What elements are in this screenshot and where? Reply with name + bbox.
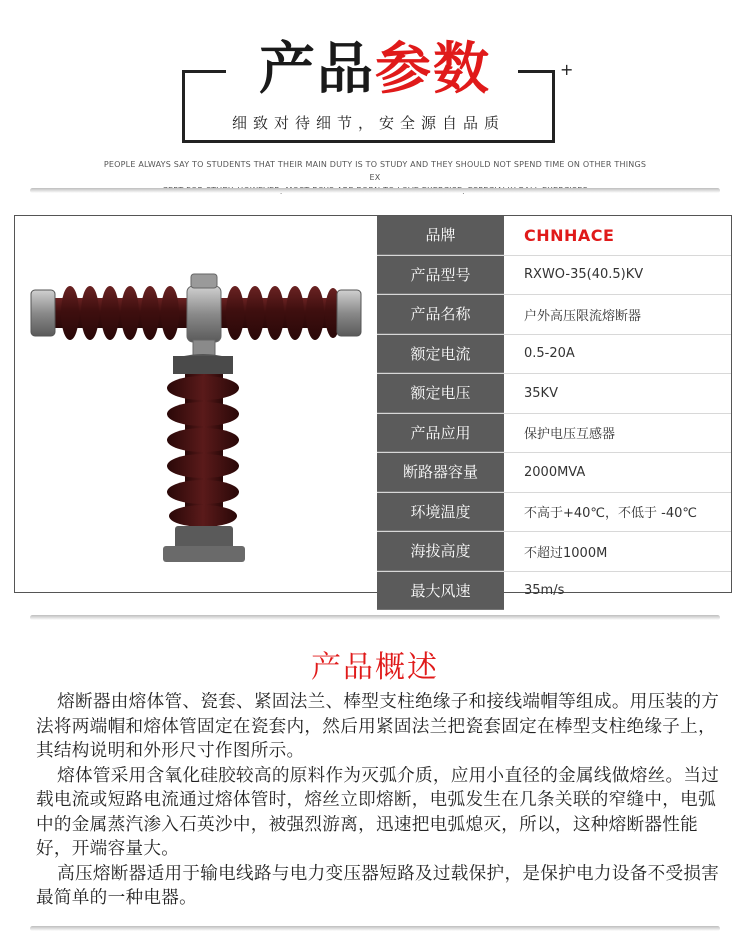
divider bbox=[30, 615, 720, 620]
spec-key: 最大风速 bbox=[377, 572, 504, 611]
spec-table bbox=[377, 216, 731, 610]
fuse-illustration bbox=[15, 216, 377, 592]
plus-icon: + bbox=[560, 60, 574, 79]
title-frame bbox=[182, 140, 555, 143]
spec-row bbox=[377, 493, 731, 533]
spec-row bbox=[377, 295, 731, 335]
spec-value: 35KV bbox=[524, 385, 558, 401]
page-title bbox=[230, 38, 520, 102]
divider bbox=[30, 188, 720, 193]
spec-row bbox=[377, 374, 731, 414]
spec-value bbox=[504, 216, 731, 255]
spec-row bbox=[377, 414, 731, 454]
spec-value: 户外高压限流熔断器 bbox=[524, 308, 642, 324]
spec-key: 产品应用 bbox=[377, 414, 504, 453]
product-panel bbox=[14, 215, 732, 600]
spec-value: RXWO-35(40.5)KV bbox=[524, 267, 644, 283]
title-frame bbox=[518, 70, 552, 73]
spec-row bbox=[377, 335, 731, 375]
spec-value: 保护电压互感器 bbox=[524, 427, 616, 443]
spec-row bbox=[377, 216, 731, 256]
brand-logo: CHNHACE bbox=[524, 225, 615, 245]
title-part-black: 产品 bbox=[259, 37, 375, 102]
title-frame bbox=[182, 70, 226, 73]
overview-title: 产品概述 bbox=[311, 650, 439, 685]
title-frame bbox=[552, 70, 555, 142]
product-photo bbox=[15, 216, 377, 592]
spec-key: 额定电流 bbox=[377, 335, 504, 374]
spec-key: 产品名称 bbox=[377, 295, 504, 334]
overview-paragraph: 高压熔断器适用于输电线路与电力变压器短路及过载保护，是保护电力设备不受损害最简单的一种电器。 bbox=[36, 863, 720, 908]
english-caption-line: PEOPLE ALWAYS SAY TO STUDENTS THAT THEIR MAIN DUTY IS TO STUDY AND THEY SHOULD NOT SPEND TIME ON OTHER THINGS EX bbox=[103, 160, 647, 182]
page-subtitle: 细致对待细节，安全源自品质 bbox=[231, 114, 505, 132]
spec-value: 0.5-20A bbox=[524, 346, 575, 362]
spec-row bbox=[377, 572, 731, 611]
spec-value: 不超过1000M bbox=[524, 545, 608, 561]
section-header bbox=[0, 0, 750, 200]
title-part-red: 参数 bbox=[375, 37, 491, 102]
spec-key: 海拔高度 bbox=[377, 532, 504, 571]
overview-paragraph: 熔体管采用含氧化硅胶较高的原料作为灭弧介质，应用小直径的金属线做熔丝。当过载电流或短路电流通过熔体管时，熔丝立即熔断，电弧发生在几条关联的窄缝中，电弧中的金属蒸汽渗入石英沙中，被强烈游离，迅速把电弧熄灭，所以，这种熔断器性能好，开端容量大。 bbox=[36, 765, 720, 859]
spec-key: 品牌 bbox=[377, 216, 504, 255]
spec-key: 环境温度 bbox=[377, 493, 504, 532]
divider bbox=[30, 926, 720, 931]
spec-value: 2000MVA bbox=[524, 464, 586, 480]
overview-body bbox=[36, 690, 726, 911]
spec-row bbox=[377, 532, 731, 572]
spec-key: 额定电压 bbox=[377, 374, 504, 413]
spec-row bbox=[377, 453, 731, 493]
spec-row bbox=[377, 256, 731, 296]
overview-paragraph: 熔断器由熔体管、瓷套、紧固法兰、棒型支柱绝缘子和接线端帽等组成。用压装的方法将两端帽和熔体管固定在瓷套内，然后用紧固法兰把瓷套固定在棒型支柱绝缘子上，其结构说明和外形尺寸作图所示。 bbox=[36, 692, 720, 761]
spec-key: 产品型号 bbox=[377, 256, 504, 295]
spec-value: 35m/s bbox=[524, 583, 565, 599]
spec-key: 断路器容量 bbox=[377, 453, 504, 492]
spec-value: 不高于+40℃，不低于 -40℃ bbox=[524, 506, 697, 522]
